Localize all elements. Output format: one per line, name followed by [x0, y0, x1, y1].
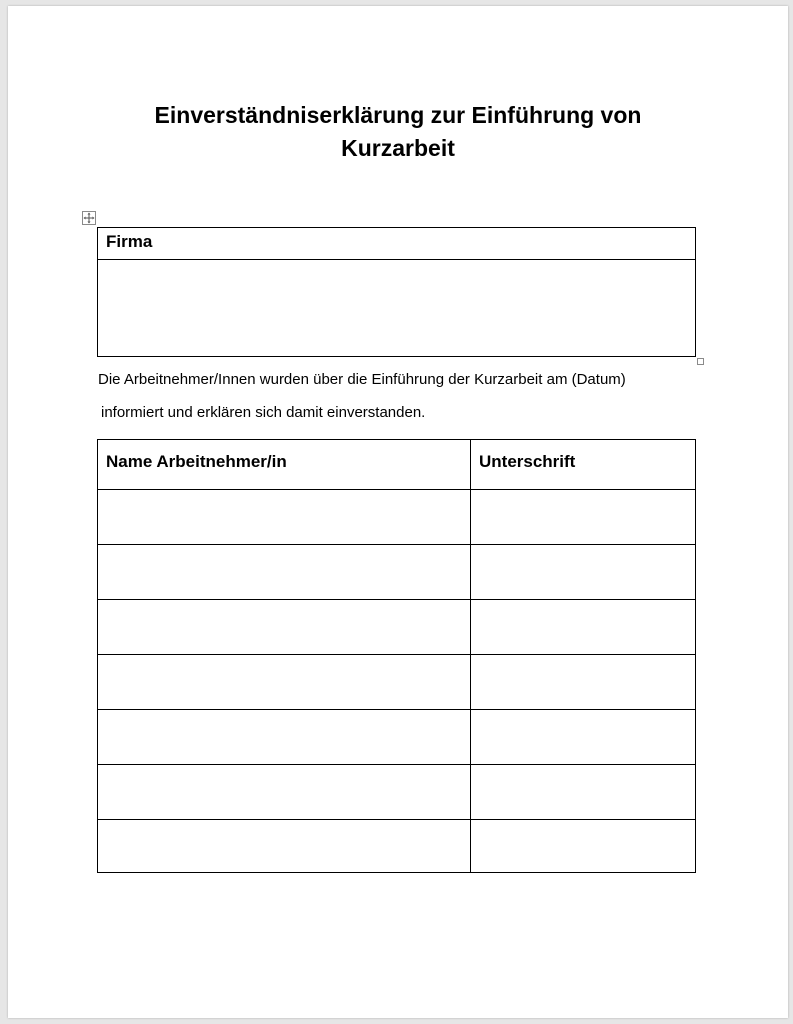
paragraph-line-1: Die Arbeitnehmer/Innen wurden über die Einführung der Kurzarbeit am (Datum)	[98, 371, 626, 388]
employee-name-cell[interactable]	[98, 600, 471, 655]
signature-cell[interactable]	[471, 710, 696, 765]
table-row	[98, 655, 696, 710]
table-header-row	[98, 440, 696, 490]
title-line-1: Einverständniserklärung zur Einführung von	[154, 102, 642, 128]
employee-name-cell[interactable]	[98, 765, 471, 820]
document-title	[8, 99, 788, 165]
signature-cell[interactable]	[471, 765, 696, 820]
employee-name-cell[interactable]	[98, 820, 471, 873]
paragraph-line-2: informiert und erklären sich damit einverstanden.	[101, 404, 426, 421]
firma-table	[97, 227, 696, 357]
table-row	[98, 710, 696, 765]
table-resize-handle-icon[interactable]	[697, 358, 704, 365]
employee-name-cell[interactable]	[98, 490, 471, 545]
employee-signature-table	[97, 439, 696, 873]
table-row	[98, 600, 696, 655]
signature-cell[interactable]	[471, 655, 696, 710]
firma-input-cell[interactable]	[98, 260, 696, 357]
signature-cell[interactable]	[471, 490, 696, 545]
table-row	[98, 545, 696, 600]
employee-name-cell[interactable]	[98, 655, 471, 710]
column-header-name: Name Arbeitnehmer/in	[98, 440, 471, 490]
signature-cell[interactable]	[471, 600, 696, 655]
firma-label-cell	[98, 228, 696, 260]
document-page	[8, 6, 788, 1018]
title-line-2: Kurzarbeit	[341, 135, 455, 161]
firma-label: Firma	[106, 232, 153, 251]
employee-name-cell[interactable]	[98, 545, 471, 600]
signature-cell[interactable]	[471, 820, 696, 873]
signature-cell[interactable]	[471, 545, 696, 600]
table-row	[98, 820, 696, 873]
employee-name-cell[interactable]	[98, 710, 471, 765]
table-move-icon[interactable]	[82, 211, 96, 225]
column-header-signature: Unterschrift	[471, 440, 696, 490]
table-row	[98, 490, 696, 545]
table-row	[98, 765, 696, 820]
